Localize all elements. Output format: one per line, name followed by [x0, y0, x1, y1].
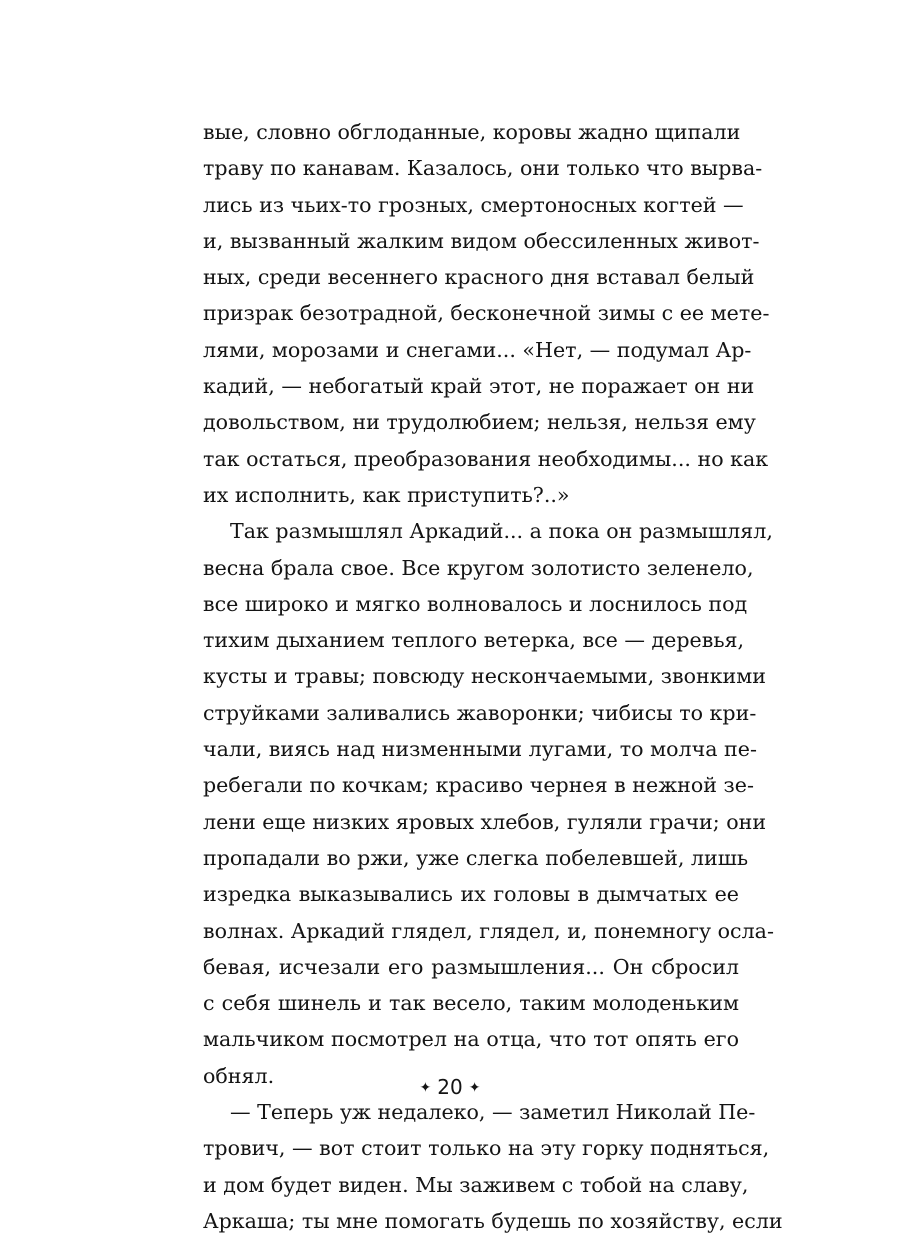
text-line: весна брала свое. Все кругом золотисто зеленело,: [203, 555, 754, 580]
text-line: изредка выказывались их головы в дымчатых ее: [203, 882, 739, 907]
text-line: лись из чьих-то грозных, смертоносных когтей —: [203, 192, 744, 217]
text-line: вые, словно обглоданные, коровы жадно щипали: [203, 120, 741, 144]
text-line: — Теперь уж недалеко, — заметил Николай Пе-: [230, 1100, 756, 1125]
text-line: струйками заливались жаворонки; чибисы то кри-: [203, 700, 757, 725]
text-line: бевая, исчезали его размышления... Он сбросил: [203, 954, 739, 979]
page-footer: [0, 1073, 900, 1102]
text-line: траву по канавам. Казалось, они только что вырва-: [203, 156, 763, 181]
text-line: их исполнить, как приступить?..»: [203, 482, 570, 507]
text-line: все широко и мягко волновалось и лоснилось под: [203, 591, 748, 616]
text-line: довольством, ни трудолюбием; нельзя, нельзя ему: [203, 410, 756, 435]
text-line: и, вызванный жалким видом обессиленных живот-: [203, 228, 760, 253]
text-line: тихим дыханием теплого ветерка, все — деревья,: [203, 628, 745, 653]
paragraph: [203, 114, 770, 513]
ornament-right-icon: ✦: [468, 1080, 481, 1096]
text-line: кусты и травы; повсюду нескончаемыми, звонкими: [203, 664, 767, 689]
text-line: призрак безотрадной, бесконечной зимы с ее мете-: [203, 301, 770, 326]
text-line: чали, виясь над низменными лугами, то молча пе-: [203, 737, 757, 762]
text-line: Так размышлял Аркадий... а пока он размышлял,: [230, 519, 773, 544]
text-line: пропадали во ржи, уже слегка побелевшей, лишь: [203, 845, 749, 870]
text-line: кадий, — небогатый край этот, не поражает он ни: [203, 374, 755, 399]
body-text: [203, 114, 783, 1239]
text-line: ных, среди весеннего красного дня вставал белый: [203, 265, 755, 290]
page-number: 20: [437, 1075, 463, 1099]
text-line: с себя шинель и так весело, таким молоденьким: [203, 991, 739, 1016]
text-line: и дом будет виден. Мы заживем с тобой на славу,: [203, 1172, 749, 1197]
text-line: ребегали по кочкам; красиво чернея в нежной зе-: [203, 773, 754, 798]
ornament-left-icon: ✦: [419, 1080, 432, 1096]
text-line: так остаться, преобразования необходимы... но как: [203, 446, 769, 471]
text-line: обнял.: [203, 1063, 275, 1088]
text-line: Аркаша; ты мне помогать будешь по хозяйству, если: [203, 1208, 783, 1233]
paragraph: [203, 513, 774, 1094]
text-line: лями, морозами и снегами... «Нет, — подумал Ар-: [203, 337, 752, 362]
text-line: лени еще низких яровых хлебов, гуляли грачи; они: [203, 809, 767, 834]
text-line: волнах. Аркадий глядел, глядел, и, понемногу осла-: [203, 918, 774, 943]
text-line: трович, — вот стоит только на эту горку подняться,: [203, 1136, 770, 1161]
paragraph: [203, 1094, 783, 1239]
text-line: мальчиком посмотрел на отца, что тот опять его: [203, 1027, 739, 1052]
